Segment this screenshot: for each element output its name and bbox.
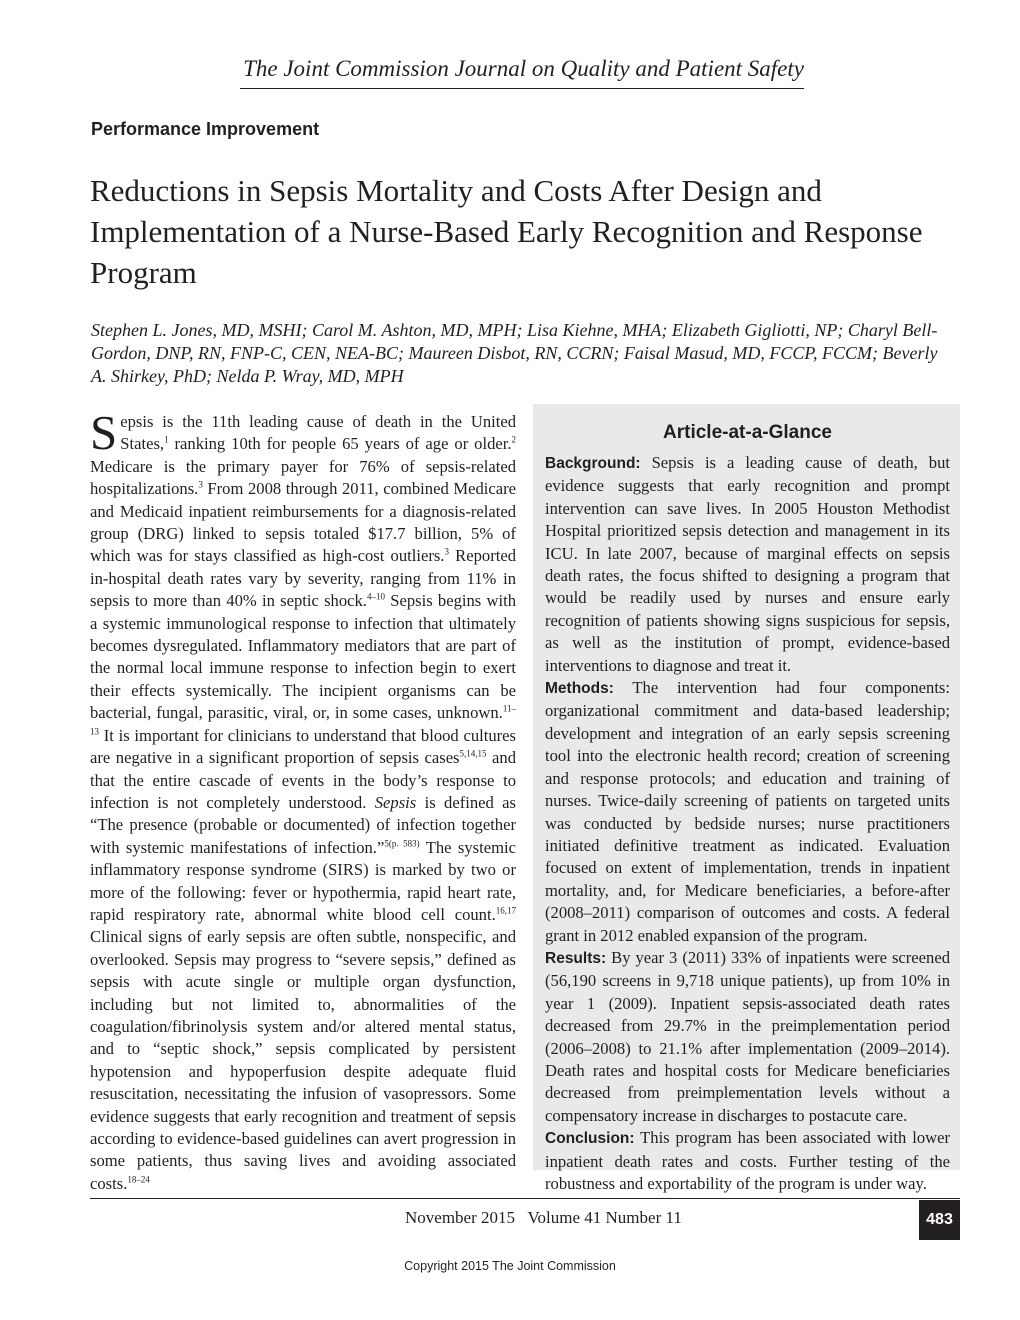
body-text: Reported in-hospital death rates vary by severity, ranging from 11% in sepsis to more than 40% in septic shock. [90, 546, 516, 611]
page-number: 483 [919, 1200, 960, 1240]
author-list: Stephen L. Jones, MD, MSHI; Carol M. Ashton, MD, MPH; Lisa Kiehne, MHA; Elizabeth Gigliotti, NP; Charyl Bell-Gordon, DNP, RN, FNP-C, CEN, NEA-BC; Maureen Disbot, RN, CCRN; Faisal Masud, MD, FCCP, FCCM; Beverly A. Shirkey, PhD; Nelda P. Wray, MD, MPH [91, 320, 938, 386]
body-text-column [90, 405, 517, 1195]
intro-paragraph [90, 405, 517, 1195]
body-text: Sepsis begins with a systemic immunological response to infection that ultimately becomes dysregulated. Inflammatory mediators that are part of the normal local immune response to infection begin to exert their effects systemically. The incipient organisms can be bacterial, fungal, parasitic, viral, or, in some cases, unknown. [90, 591, 517, 723]
results-label: Results: [545, 949, 607, 967]
body-text: is defined as “The presence (probable or documented) of infection together with systemic manifestations of infection.” [90, 792, 517, 857]
article-title: Reductions in Sepsis Mortality and Costs After Design and Implementation of a Nurse-Based Early Recognition and Response Program [90, 173, 923, 290]
body-text: Medicare is the primary payer for 76% of sepsis-related hospitalizations. [90, 456, 516, 499]
reference-marker: 16,17 [495, 905, 516, 916]
glance-conclusion [545, 1127, 950, 1195]
glance-methods [545, 677, 950, 947]
glance-results [545, 947, 950, 1127]
reference-marker: 4–10 [366, 591, 385, 602]
body-text: epsis is the 11th leading cause of death in the United States, [120, 412, 516, 454]
body-text: Clinical signs of early sepsis are often subtle, nonspecific, and overlooked. Sepsis may progress to “severe sepsis,” defined as sepsis with acute single or multiple organ dysfunction, including but not limited to, abnormalities of the coagulation/fibrinolysis system and/or altered mental status, and to “septic shock,” sepsis complicated by persistent hypotension and hypoperfusion despite adequate fluid resuscitation, necessitating the infusion of vasopressors. Some evidence suggests that early recognition and treatment of sepsis according to evidence-based guidelines can avert progression in some patients, thus saving lives and avoiding associated costs. [90, 927, 516, 1193]
body-text: From 2008 through 2011, combined Medicare and Medicaid inpatient reimbursements for a diagnosis-related group (DRG) linked to sepsis totaled $17.7 billion, 5% of which was for stays classified as high-cost outliers. [90, 479, 516, 566]
emphasized-term: Sepsis [374, 792, 417, 812]
body-text: ranking 10th for people 65 years of age or older. [168, 434, 512, 454]
conclusion-label: Conclusion: [545, 1130, 635, 1148]
reference-marker: 18–24 [127, 1174, 150, 1185]
footer-divider [90, 1198, 960, 1199]
reference-marker: 11–13 [90, 703, 516, 737]
reference-marker: 1 [164, 434, 169, 445]
article-at-a-glance-box [533, 404, 960, 1193]
methods-label: Methods: [545, 680, 614, 698]
body-text: The systemic inflammatory response syndrome (SIRS) is marked by two or more of the following: fever or hypothermia, rapid heart rate, rapid respiratory rate, abnormal white blood cell count. [90, 837, 516, 924]
body-text: It is important for clinicians to understand that blood cultures are negative in a significant proportion of sepsis cases [90, 725, 516, 768]
glance-background [545, 452, 950, 677]
results-text: By year 3 (2011) 33% of inpatients were screened (56,190 screens in 9,718 unique patients), up from 10% in year 1 (2009). Inpatient sepsis-associated death rates decreased from 29.7% in the preimplementation period (2006–2008) to 21.1% after implementation (2009–2014). Death rates and hospital costs for Medicare beneficiaries decreased from preimplementation levels without a compensatory increase in discharges to postacute care. [545, 947, 950, 1125]
background-text: Sepsis is a leading cause of death, but evidence suggests that early recognition and prompt intervention can save lives. In 2005 Houston Methodist Hospital prioritized sepsis detection and management in its ICU. In late 2007, because of marginal effects on sepsis death rates, the focus shifted to designing a program that would be readily used by nurses and ensure early recognition of patients showing signs suspicious for sepsis, as well as the institution of prompt, evidence-based interventions to diagnose and treat it. [545, 453, 950, 675]
issue-info: November 2015 Volume 41 Number 11 [405, 1208, 682, 1227]
body-text: and that the entire cascade of events in the body’s response to infection is not completely understood. [90, 748, 516, 812]
methods-text: The intervention had four components: organizational commitment and data-based leadership; development and integration of an early sepsis screening tool into the electronic health record; creation of screening and response protocols; and education and training of nurses. Twice-daily screening of patients on targeted units was conducted by bedside nurses; nurse practitioners initiated definitive treatment as indicated. Evaluation focused on extent of implementation, trends in inpatient mortality, and, for Medicare beneficiaries, a before-after (2008–2011) comparison of outcomes and costs. A federal grant in 2012 enabled expansion of the program. [545, 678, 950, 945]
glance-title: Article-at-a-Glance [663, 422, 832, 443]
journal-header: The Joint Commission Journal on Quality and Patient Safety [240, 54, 804, 89]
copyright-notice: Copyright 2015 The Joint Commission [404, 1259, 616, 1273]
section-label: Performance Improvement [91, 119, 320, 139]
reference-marker: 5(p. 583) [384, 838, 420, 849]
reference-marker: 2 [511, 434, 516, 445]
background-label: Background: [545, 455, 641, 472]
conclusion-text: This program has been associated with lower inpatient death rates and costs. Further testing of the robustness and exportability of the program is under way. [545, 1128, 950, 1193]
reference-marker: 3 [198, 479, 203, 490]
reference-marker: 5,14,15 [459, 748, 487, 759]
drop-cap: S [90, 405, 118, 460]
reference-marker: 3 [444, 546, 449, 557]
